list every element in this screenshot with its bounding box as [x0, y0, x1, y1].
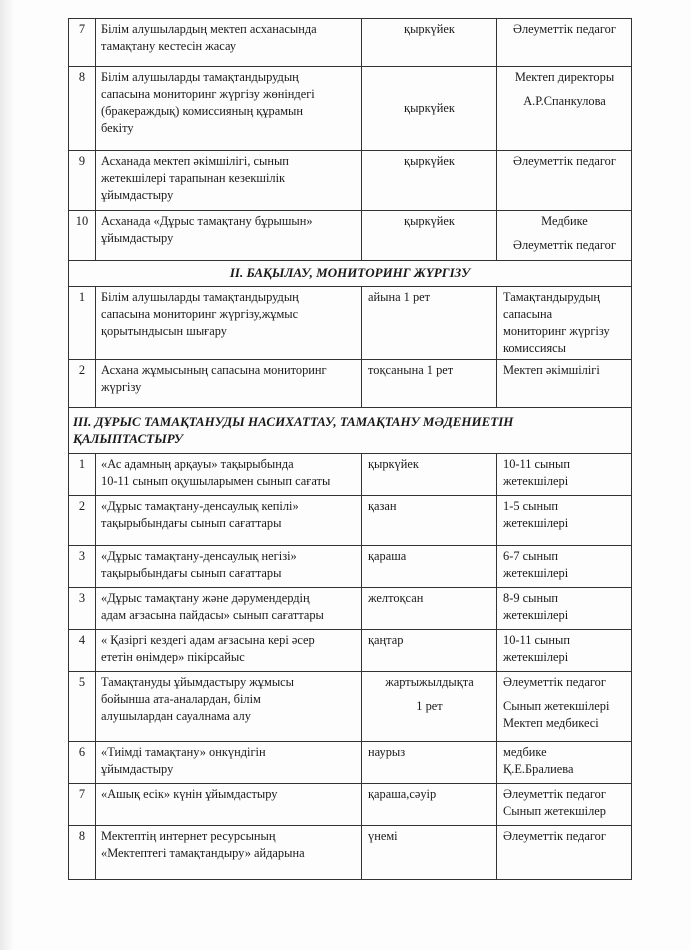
- table-row: [69, 546, 632, 588]
- table-row: [69, 454, 632, 496]
- section-row: [69, 261, 632, 287]
- table-row: [69, 67, 632, 151]
- row-responsible: 6-7 сынып жетекшілері: [497, 546, 632, 588]
- row-responsible: Әлеуметтік педагог: [497, 19, 632, 67]
- row-number: 3: [69, 588, 96, 630]
- food-plan-table: [68, 18, 632, 880]
- row-responsible: Медбике Әлеуметтік педагог: [497, 211, 632, 261]
- row-period: қазан: [362, 496, 497, 546]
- row-period: наурыз: [362, 742, 497, 784]
- row-number: 5: [69, 672, 96, 742]
- row-title: Тамақтануды ұйымдастыру жұмысы бойынша ата-аналардан, білім алушылардан сауалнама алу: [96, 672, 362, 742]
- table-row: [69, 496, 632, 546]
- row-number: 2: [69, 360, 96, 408]
- row-title: «Ас адамның арқауы» тақырыбында 10-11 сынып оқушыларымен сынып сағаты: [96, 454, 362, 496]
- table-row: [69, 826, 632, 880]
- row-period: желтоқсан: [362, 588, 497, 630]
- row-period: айына 1 рет: [362, 287, 497, 360]
- row-period: жартыжылдықта 1 рет: [362, 672, 497, 742]
- row-responsible: Мектеп әкімшілігі: [497, 360, 632, 408]
- row-number: 2: [69, 496, 96, 546]
- table-row: [69, 588, 632, 630]
- table-row: [69, 287, 632, 360]
- row-title: Мектептің интернет ресурсының «Мектептегі тамақтандыру» айдарына: [96, 826, 362, 880]
- row-responsible: Әлеуметтік педагог Сынып жетекшілер: [497, 784, 632, 826]
- row-period: қараша: [362, 546, 497, 588]
- row-responsible: медбике Қ.Е.Бралиева: [497, 742, 632, 784]
- row-title: Асхана жұмысының сапасына мониторинг жүргізу: [96, 360, 362, 408]
- row-responsible: Әлеуметтік педагог: [497, 151, 632, 211]
- row-title: «Дұрыс тамақтану-денсаулық негізі» тақырыбындағы сынып сағаттары: [96, 546, 362, 588]
- row-responsible: Мектеп директоры А.Р.Спанкулова: [497, 67, 632, 151]
- section-heading: III. ДҰРЫС ТАМАҚТАНУДЫ НАСИХАТТАУ, ТАМАҚТАНУ МӘДЕНИЕТІН ҚАЛЫПТАСТЫРУ: [69, 408, 632, 454]
- row-title: Асханада «Дұрыс тамақтану бұрышын» ұйымдастыру: [96, 211, 362, 261]
- row-responsible: 10-11 сынып жетекшілері: [497, 454, 632, 496]
- row-number: 4: [69, 630, 96, 672]
- row-responsible: 1-5 сынып жетекшілері: [497, 496, 632, 546]
- section-row: [69, 408, 632, 454]
- row-title: «Дұрыс тамақтану-денсаулық кепілі» тақырыбындағы сынып сағаттары: [96, 496, 362, 546]
- table-row: [69, 151, 632, 211]
- row-number: 6: [69, 742, 96, 784]
- row-period: қыркүйек: [362, 19, 497, 67]
- row-title: Асханада мектеп әкімшілігі, сынып жетекшілері тарапынан кезекшілік ұйымдастыру: [96, 151, 362, 211]
- row-responsible: 8-9 сынып жетекшілері: [497, 588, 632, 630]
- row-period: қыркүйек: [362, 67, 497, 151]
- row-responsible: 10-11 сынып жетекшілері: [497, 630, 632, 672]
- row-responsible: Әлеуметтік педагог: [497, 826, 632, 880]
- row-number: 8: [69, 67, 96, 151]
- row-period: қыркүйек: [362, 151, 497, 211]
- row-title: «Ашық есік» күнін ұйымдастыру: [96, 784, 362, 826]
- row-period: қаңтар: [362, 630, 497, 672]
- row-period: қараша,сәуір: [362, 784, 497, 826]
- row-title: Білім алушыларды тамақтандырудың сапасына мониторинг жүргізу жөніндегі (бракераждық) комиссияның құрамын бекіту: [96, 67, 362, 151]
- table-row: [69, 742, 632, 784]
- table-row: [69, 784, 632, 826]
- row-number: 1: [69, 454, 96, 496]
- table-row: [69, 360, 632, 408]
- row-number: 9: [69, 151, 96, 211]
- row-number: 3: [69, 546, 96, 588]
- row-number: 10: [69, 211, 96, 261]
- scan-edge-shadow: [0, 0, 14, 950]
- row-number: 7: [69, 784, 96, 826]
- table-row: [69, 19, 632, 67]
- table-row: [69, 630, 632, 672]
- row-number: 7: [69, 19, 96, 67]
- row-responsible: Әлеуметтік педагог Сынып жетекшілері Мектеп медбикесі: [497, 672, 632, 742]
- row-period: тоқсанына 1 рет: [362, 360, 497, 408]
- row-title: « Қазіргі кездегі адам ағзасына кері әсер ететін өнімдер» пікірсайыс: [96, 630, 362, 672]
- row-title: «Тиімді тамақтану» онкүндігін ұйымдастыру: [96, 742, 362, 784]
- row-title: Білім алушыларды тамақтандырудың сапасына мониторинг жүргізу,жұмыс қорытындысын шығару: [96, 287, 362, 360]
- row-title: «Дұрыс тамақтану және дәрумендердің адам ағзасына пайдасы» сынып сағаттары: [96, 588, 362, 630]
- table-row: [69, 672, 632, 742]
- row-title: Білім алушылардың мектеп асханасында тамақтану кестесін жасау: [96, 19, 362, 67]
- row-period: қыркүйек: [362, 211, 497, 261]
- section-heading: II. БАҚЫЛАУ, МОНИТОРИНГ ЖҮРГІЗУ: [69, 261, 632, 287]
- row-period: үнемі: [362, 826, 497, 880]
- row-number: 8: [69, 826, 96, 880]
- row-number: 1: [69, 287, 96, 360]
- row-period: қыркүйек: [362, 454, 497, 496]
- row-responsible: Тамақтандырудың сапасына мониторинг жүргізу комиссиясы: [497, 287, 632, 360]
- table-row: [69, 211, 632, 261]
